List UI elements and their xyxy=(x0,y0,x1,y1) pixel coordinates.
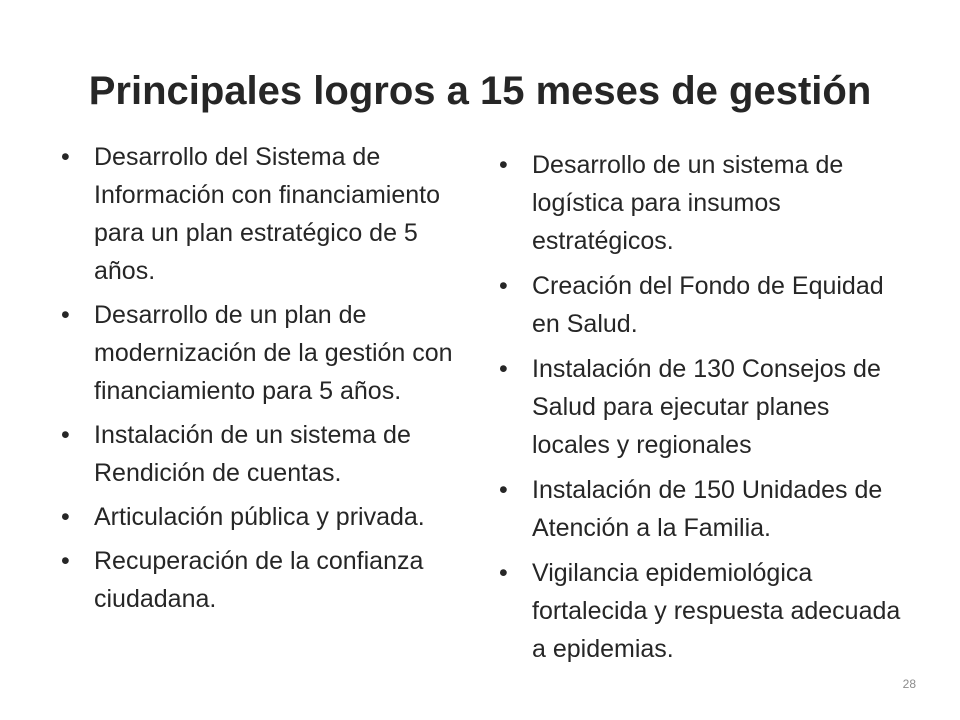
bullet-icon: • xyxy=(499,355,508,383)
bullet-icon: • xyxy=(499,559,508,587)
bullet-icon: • xyxy=(61,143,70,171)
list-item xyxy=(496,146,910,260)
bullet-text: Instalación de 130 Consejos de Salud para ejecutar planes locales y regionales xyxy=(532,355,881,459)
bullet-text: Instalación de 150 Unidades de Atención a la Familia. xyxy=(532,476,883,542)
right-bullet-list xyxy=(496,146,910,675)
left-bullet-list xyxy=(58,138,470,624)
list-item xyxy=(496,350,910,464)
list-item xyxy=(496,471,910,547)
list-item xyxy=(496,554,910,668)
list-item xyxy=(58,138,470,290)
bullet-icon: • xyxy=(61,503,70,531)
bullet-text: Instalación de un sistema de Rendición de cuentas. xyxy=(94,421,411,487)
bullet-icon: • xyxy=(61,421,70,449)
bullet-icon: • xyxy=(499,272,508,300)
bullet-text: Desarrollo del Sistema de Información con financiamiento para un plan estratégico de 5 años. xyxy=(94,143,441,285)
bullet-icon: • xyxy=(61,301,70,329)
list-item xyxy=(58,498,470,536)
bullet-text: Desarrollo de un sistema de logística para insumos estratégicos. xyxy=(532,151,844,255)
list-item xyxy=(58,296,470,410)
list-item xyxy=(58,542,470,618)
bullet-icon: • xyxy=(499,151,508,179)
bullet-text: Articulación pública y privada. xyxy=(94,503,425,531)
bullet-text: Recuperación de la confianza ciudadana. xyxy=(94,547,424,613)
bullet-text: Desarrollo de un plan de modernización de la gestión con financiamiento para 5 años. xyxy=(94,301,453,405)
bullet-text: Vigilancia epidemiológica fortalecida y respuesta adecuada a epidemias. xyxy=(532,559,901,663)
slide-title: Principales logros a 15 meses de gestión xyxy=(88,69,872,113)
list-item xyxy=(496,267,910,343)
list-item xyxy=(58,416,470,492)
bullet-text: Creación del Fondo de Equidad en Salud. xyxy=(532,272,884,338)
bullet-icon: • xyxy=(61,547,70,575)
page-number: 28 xyxy=(902,677,916,691)
bullet-icon: • xyxy=(499,476,508,504)
